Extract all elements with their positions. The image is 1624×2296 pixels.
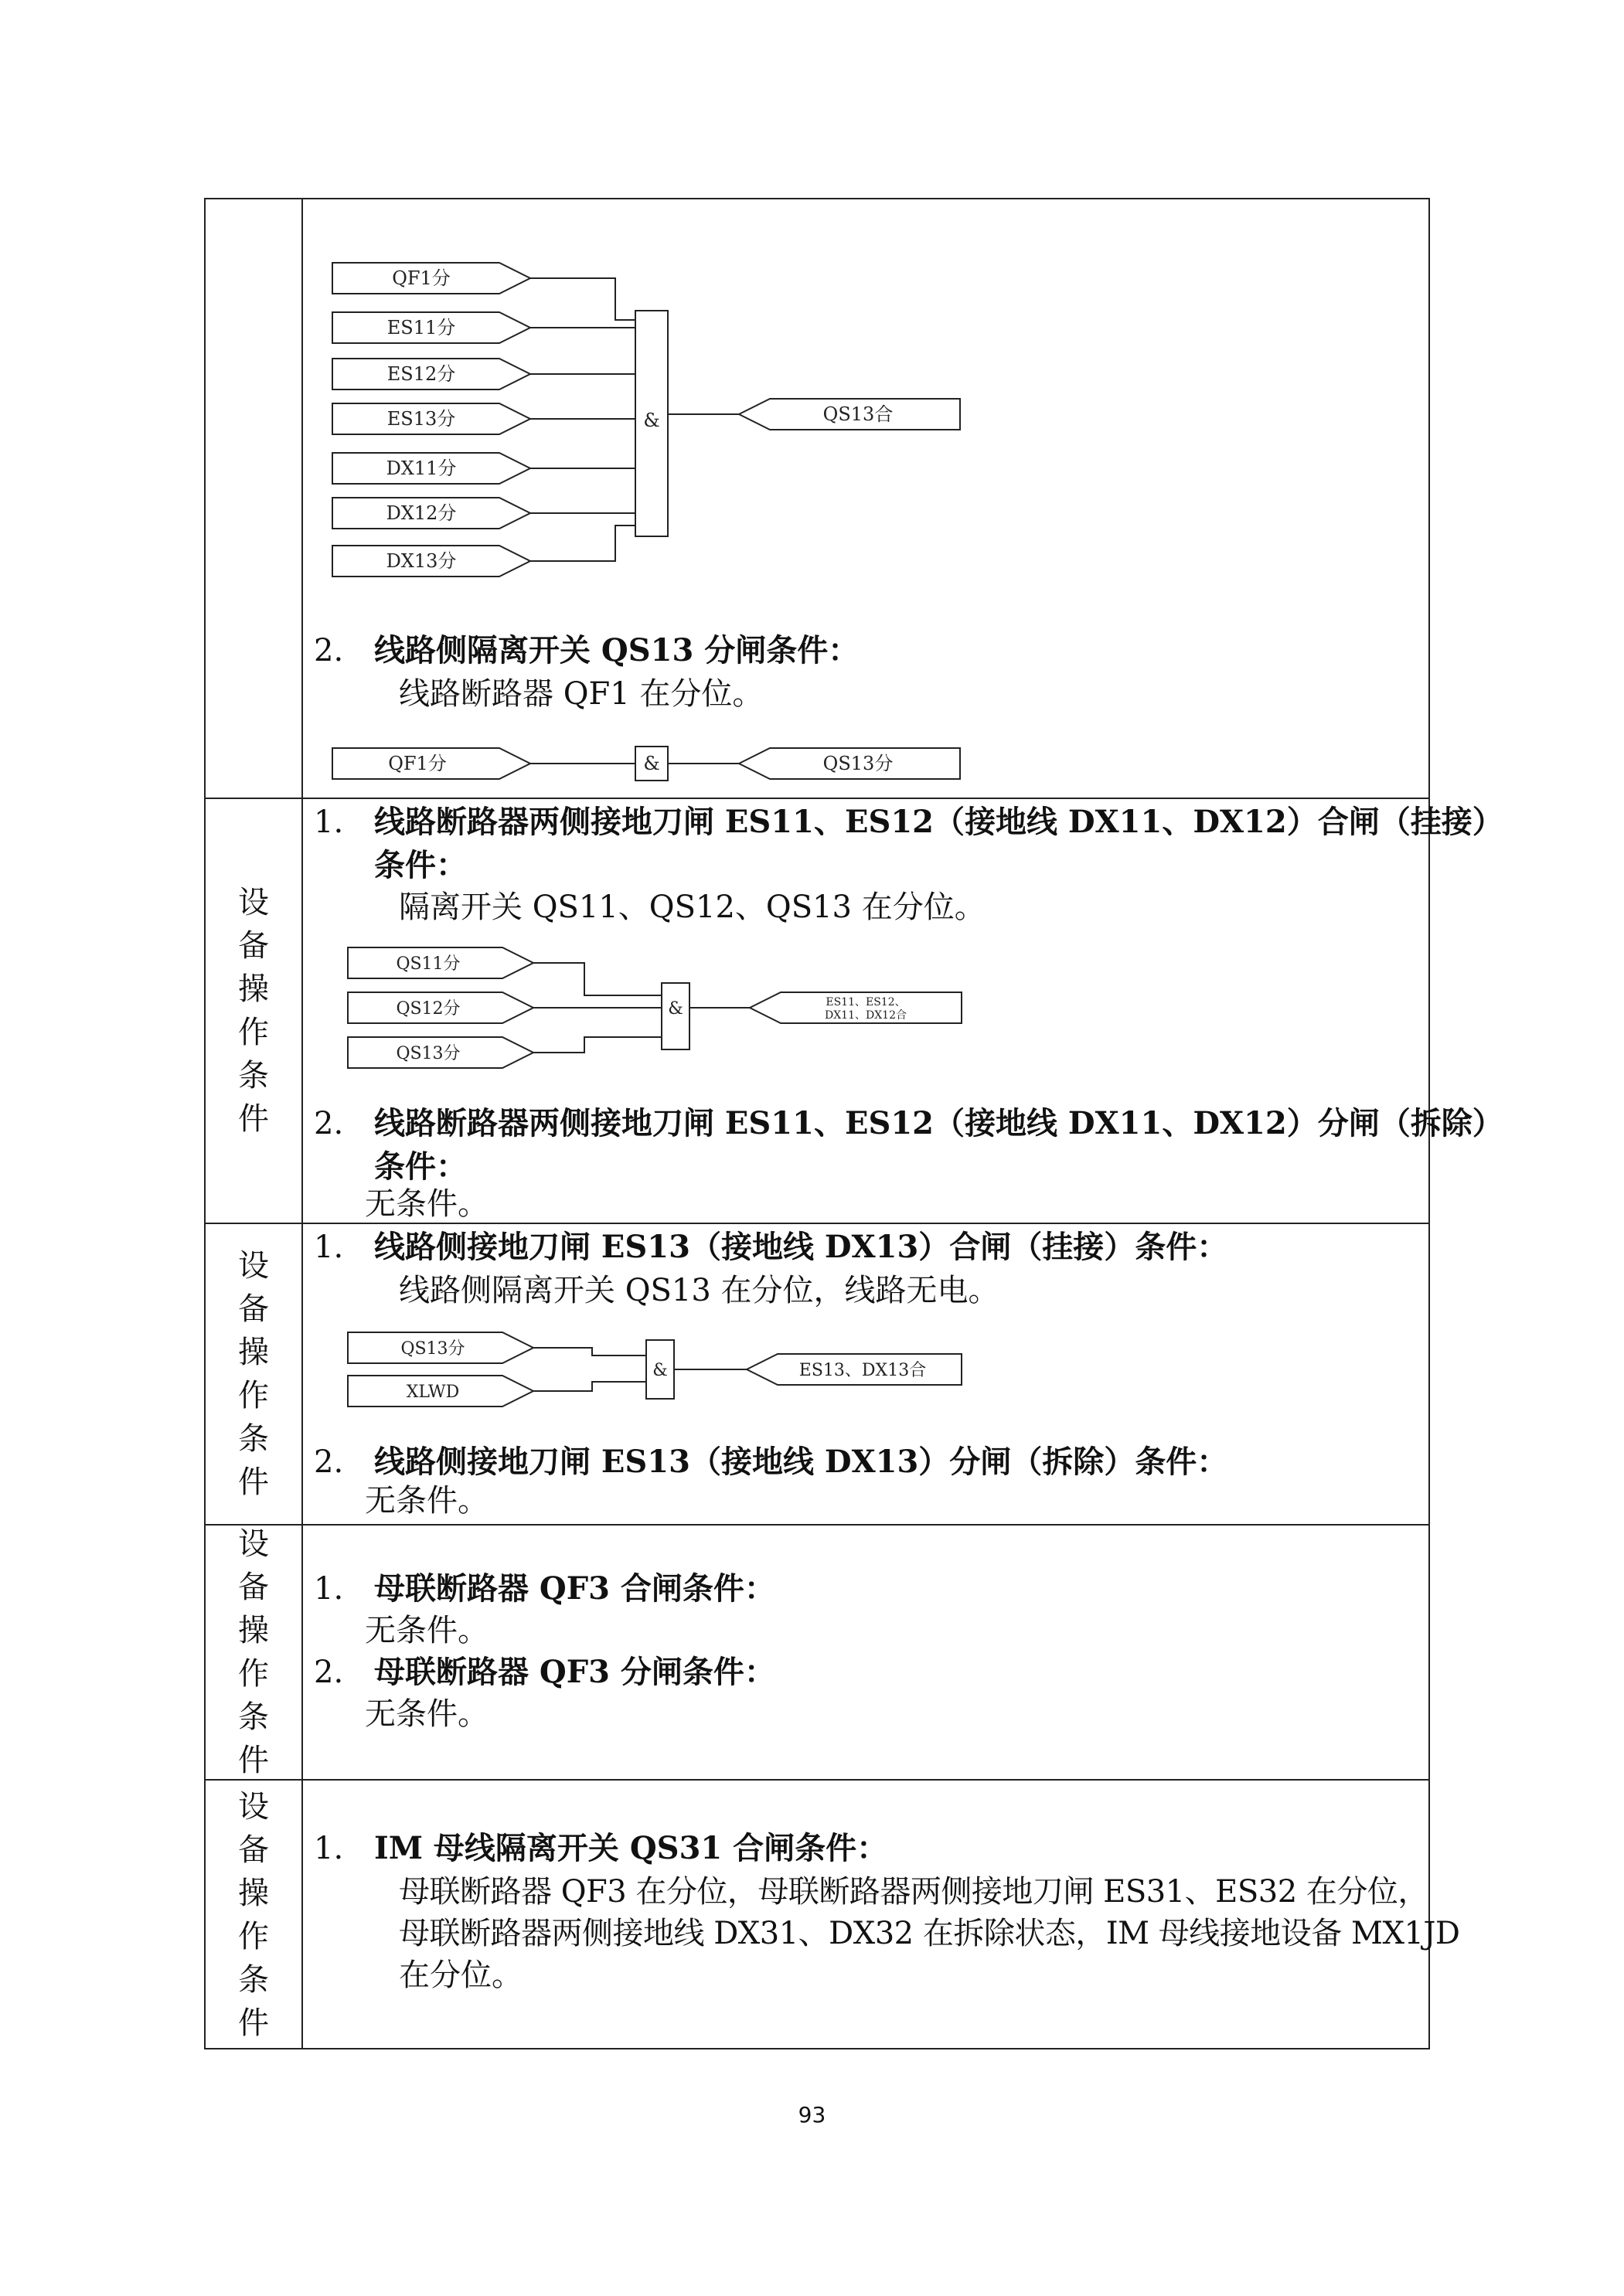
label-char: 设 <box>238 1248 269 1284</box>
item-number: 2. <box>314 1655 344 1690</box>
condition-heading <box>314 1827 887 1870</box>
label-char: 操 <box>238 1613 269 1648</box>
row-label <box>206 1526 301 1779</box>
row-divider <box>206 798 1428 799</box>
output-label: QS13合 <box>822 403 894 425</box>
heading-text: 线路侧接地刀闸 ES13（接地线 DX13）分闸（拆除）条件： <box>374 1444 1228 1480</box>
condition-table <box>204 198 1503 2049</box>
heading-continuation: 条件： <box>374 1148 467 1185</box>
item-number: 2. <box>314 1444 344 1480</box>
heading-continuation: 条件： <box>374 847 467 883</box>
row-label <box>206 799 301 1223</box>
condition-body: 母联断路器两侧接地线 DX31、DX32 在拆除状态，ⅠM 母线接地设备 MX1JD <box>399 1916 1460 1951</box>
label-char: 操 <box>238 971 269 1007</box>
condition-body: 线路断路器 QF1 在分位。 <box>399 676 764 712</box>
row-label <box>206 1781 301 2049</box>
input-label: ES12分 <box>386 363 456 385</box>
heading-text: 线路侧隔离开关 QS13 分闸条件： <box>374 632 860 668</box>
label-char: 备 <box>238 1570 269 1605</box>
input-label: DX11分 <box>386 457 457 479</box>
item-number: 2. <box>314 633 344 668</box>
condition-body: 隔离开关 QS11、QS12、QS13 在分位。 <box>399 889 986 925</box>
heading-text: 线路侧接地刀闸 ES13（接地线 DX13）合闸（挂接）条件： <box>374 1229 1228 1265</box>
input-label: QS13分 <box>396 1044 461 1063</box>
output-label: QS13分 <box>822 753 894 774</box>
condition-heading <box>314 1567 775 1611</box>
row-label <box>206 1224 301 1524</box>
heading-text: 母联断路器 QF3 分闸条件： <box>374 1654 775 1690</box>
heading-text: ⅠM 母线隔离开关 QS31 合闸条件： <box>374 1830 888 1866</box>
condition-heading <box>314 801 1503 844</box>
input-label: DX13分 <box>386 550 457 572</box>
condition-body: 线路侧隔离开关 QS13 在分位，线路无电。 <box>399 1273 999 1308</box>
label-char: 作 <box>238 1919 269 1954</box>
item-number: 2. <box>314 1106 344 1141</box>
label-char: 备 <box>238 1291 269 1327</box>
output-label: DX11、DX12合 <box>824 1009 907 1022</box>
label-char: 备 <box>238 1832 269 1868</box>
column-divider <box>301 199 303 2048</box>
label-char: 条 <box>238 1962 269 1998</box>
label-char: 件 <box>238 1101 269 1137</box>
label-char: 作 <box>238 1015 269 1050</box>
input-label: ES11分 <box>386 317 456 338</box>
label-char: 备 <box>238 928 269 964</box>
input-label: XLWD <box>406 1383 460 1402</box>
row-divider <box>206 1779 1428 1781</box>
interlock-diagram-es13-close <box>348 1332 966 1417</box>
output-label: ES11、ES12、 <box>826 996 906 1009</box>
row-divider <box>206 1524 1428 1526</box>
input-label: QF1分 <box>392 267 451 289</box>
input-label: QF1分 <box>388 753 447 774</box>
and-gate-symbol: & <box>652 1361 668 1380</box>
condition-body: 在分位。 <box>399 1958 523 1993</box>
item-number: 1. <box>314 1831 344 1866</box>
item-number: 1. <box>314 804 344 840</box>
label-char: 条 <box>238 1421 269 1457</box>
condition-heading <box>314 1102 1503 1145</box>
condition-heading <box>314 629 859 672</box>
condition-body: 无条件。 <box>365 1613 489 1648</box>
condition-body: 无条件。 <box>365 1186 489 1222</box>
page-number: 93 <box>798 2102 826 2128</box>
input-label: QS13分 <box>400 1339 465 1359</box>
heading-text: 线路断路器两侧接地刀闸 ES11、ES12（接地线 DX11、DX12）合闸（挂接） <box>374 804 1503 840</box>
label-char: 作 <box>238 1656 269 1692</box>
condition-heading <box>314 1651 775 1694</box>
interlock-diagram-es11-close <box>348 947 966 1071</box>
label-char: 作 <box>238 1378 269 1413</box>
heading-text: 母联断路器 QF3 合闸条件： <box>374 1570 775 1607</box>
and-gate-symbol: & <box>643 753 660 774</box>
label-char: 件 <box>238 1743 269 1778</box>
input-label: ES13分 <box>386 408 456 430</box>
and-gate-symbol: & <box>643 410 660 431</box>
interlock-diagram-qs13-open <box>332 743 1028 790</box>
label-char: 件 <box>238 2005 269 2041</box>
label-char: 设 <box>238 885 269 920</box>
label-char: 操 <box>238 1876 269 1911</box>
condition-heading <box>314 1226 1227 1269</box>
item-number: 1. <box>314 1571 344 1607</box>
interlock-diagram-qs13-close <box>332 263 1183 587</box>
output-label: ES13、DX13合 <box>798 1361 927 1380</box>
label-char: 件 <box>238 1464 269 1500</box>
item-number: 1. <box>314 1230 344 1265</box>
condition-body: 无条件。 <box>365 1483 489 1519</box>
label-char: 设 <box>238 1789 269 1825</box>
heading-text: 线路断路器两侧接地刀闸 ES11、ES12（接地线 DX11、DX12）分闸（拆除） <box>374 1105 1503 1141</box>
and-gate-symbol: & <box>668 999 683 1019</box>
label-char: 条 <box>238 1058 269 1094</box>
label-char: 操 <box>238 1335 269 1370</box>
input-label: QS11分 <box>396 954 461 974</box>
condition-body: 母联断路器 QF3 在分位，母联断路器两侧接地刀闸 ES31、ES32 在分位， <box>399 1874 1428 1910</box>
input-label: QS12分 <box>396 999 461 1019</box>
label-char: 条 <box>238 1699 269 1735</box>
input-label: DX12分 <box>386 502 457 524</box>
label-char: 设 <box>238 1526 269 1562</box>
condition-heading <box>314 1441 1227 1484</box>
condition-body: 无条件。 <box>365 1696 489 1732</box>
